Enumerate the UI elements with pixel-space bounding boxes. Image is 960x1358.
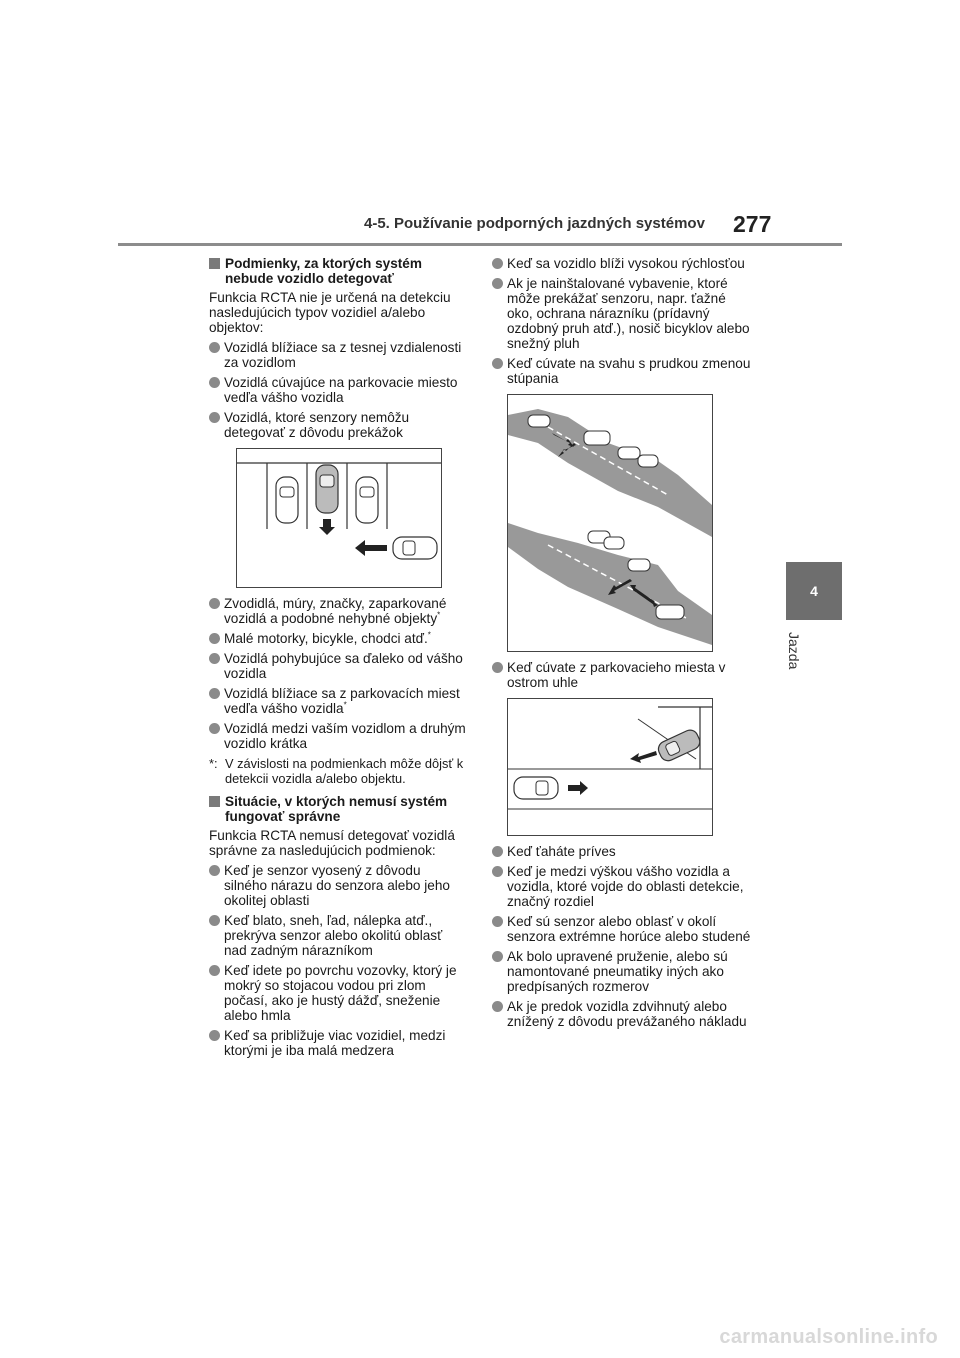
list-item: Keď je senzor vyosený z dôvodu silného nárazu do senzora alebo jeho okolitej oblasti [209, 863, 467, 908]
bullet-icon [209, 412, 220, 423]
angled-parking-illustration [507, 698, 713, 836]
bullet-icon [492, 258, 503, 269]
section-intro: Funkcia RCTA nemusí detegovať vozidlá správne za nasledujúcich podmienok: [209, 828, 455, 858]
bullet-icon [492, 358, 503, 369]
bullet-icon [209, 1030, 220, 1041]
bullet-icon [209, 342, 220, 353]
bullet-icon [209, 915, 220, 926]
list-item: Vozidlá blížiace sa z parkovacích miest vedľa vášho vozidla* [209, 686, 467, 716]
right-column [492, 256, 754, 1034]
bullet-icon [492, 662, 503, 673]
left-column [209, 256, 467, 1063]
header-section-title: 4-5. Používanie podporných jazdných systémov [364, 215, 705, 232]
list-item: Ak je predok vozidla zdvihnutý alebo znížený z dôvodu prevážaného nákladu [492, 999, 754, 1029]
bullet-icon [209, 965, 220, 976]
bullet-icon [209, 377, 220, 388]
section-title: Situácie, v ktorých nemusí systém fungovať správne [225, 794, 448, 824]
bullet-icon [492, 866, 503, 877]
section-intro: Funkcia RCTA nie je určená na detekciu nasledujúcich typov vozidiel a/alebo objektov: [209, 290, 451, 335]
list-item: Vozidlá, ktoré senzory nemôžu detegovať z dôvodu prekážok [209, 410, 467, 440]
bullet-icon [492, 1001, 503, 1012]
list-item: Vozidlá blížiace sa z tesnej vzdialenosti za vozidlom [209, 340, 467, 370]
square-bullet-icon [209, 258, 220, 269]
bullet-icon [209, 688, 220, 699]
page-number: 277 [733, 211, 772, 237]
bullet-icon [209, 598, 220, 609]
section-title: Podmienky, za ktorých systém nebude vozidlo detegovať [225, 256, 422, 286]
footnote: *: V závislosti na podmienkach môže dôjsť k detekcii vozidla a/alebo objektu. [209, 756, 464, 786]
chapter-label: Jazda [786, 632, 802, 670]
bullet-icon [209, 653, 220, 664]
header-divider [118, 243, 842, 246]
list-item: Vozidlá cúvajúce na parkovacie miesto vedľa vášho vozidla [209, 375, 467, 405]
list-item: Keď sa približuje viac vozidiel, medzi ktorými je iba malá medzera [209, 1028, 467, 1058]
watermark: carmanualsonline.info [719, 1326, 938, 1348]
list-item: Ak je nainštalované vybavenie, ktoré môže prekážať senzoru, napr. ťažné oko, ochrana nárazníku (prídavný ozdobný pruh atď.), nosič bicyklov alebo snežný pluh [492, 276, 754, 351]
chapter-tab: 4 [786, 562, 842, 620]
bullet-icon [492, 951, 503, 962]
list-item: Keď sú senzor alebo oblasť v okolí senzora extrémne horúce alebo studené [492, 914, 754, 944]
list-item: Malé motorky, bicykle, chodci atď.* [209, 631, 467, 646]
list-item: Vozidlá medzi vaším vozidlom a druhým vozidlo krátka [209, 721, 467, 751]
section-heading [209, 794, 467, 824]
list-item: Keď je medzi výškou vášho vozidla a vozidla, ktoré vojde do oblasti detekcie, značný rozdiel [492, 864, 754, 909]
list-item: Vozidlá pohybujúce sa ďaleko od vášho vozidla [209, 651, 467, 681]
bullet-icon [209, 723, 220, 734]
bullet-icon [209, 633, 220, 644]
list-item: Keď ťaháte príves [492, 844, 754, 859]
bullet-icon [492, 916, 503, 927]
bullet-icon [209, 865, 220, 876]
list-item: Keď cúvate z parkovacieho miesta v ostrom uhle [492, 660, 754, 690]
section-heading [209, 256, 467, 286]
square-bullet-icon [209, 796, 220, 807]
list-item: Keď blato, sneh, ľad, nálepka atď., prekrýva senzor alebo okolitú oblasť nad zadným nárazníkom [209, 913, 467, 958]
list-item: Keď sa vozidlo blíži vysokou rýchlosťou [492, 256, 754, 271]
bullet-icon [492, 846, 503, 857]
list-item: Zvodidlá, múry, značky, zaparkované vozidlá a podobné nehybné objekty* [209, 596, 467, 626]
slope-illustration [507, 394, 713, 652]
bullet-icon [492, 278, 503, 289]
list-item: Ak bolo upravené pruženie, alebo sú namontované pneumatiky iných ako predpísaných rozmerov [492, 949, 754, 994]
parking-illustration [236, 448, 442, 588]
list-item: Keď cúvate na svahu s prudkou zmenou stúpania [492, 356, 754, 386]
list-item: Keď idete po povrchu vozovky, ktorý je mokrý so stojacou vodou pri zlom počasí, ako je hustý dážď, sneženie alebo hmla [209, 963, 467, 1023]
